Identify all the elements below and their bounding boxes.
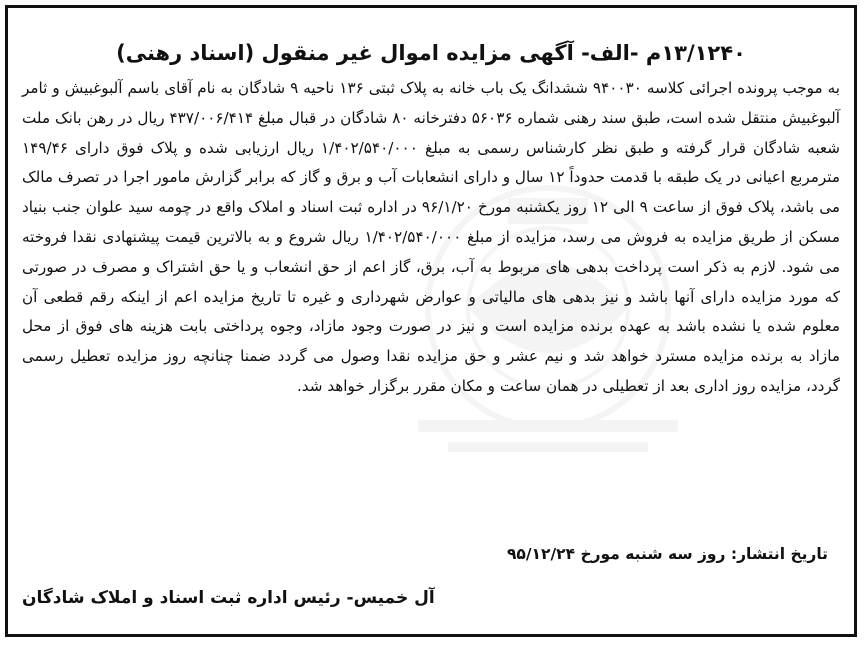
- publication-date: تاریخ انتشار: روز سه شنبه مورخ ۹۵/۱۲/۲۴: [506, 545, 828, 563]
- notice-frame: [5, 5, 857, 637]
- notice-body: به موجب پرونده اجرائی کلاسه ۹۴۰۰۳۰ ششدانگ یک باب خانه به پلاک ثبتی ۱۳۶ ناحیه ۹ شادگان به نام آقای باسم آلبوغبیش و ثامر آلبوغبیش منتقل شده است، طبق سند رهنی شماره ۵۶۰۳۶ دفترخانه ۸۰ شادگان در قبال مبلغ ۴۳۷/۰۰۶/۴۱۴ ریال در رهن بانک ملت شعبه شادگان قرار گرفته و طبق نظر کارشناس رسمی به مبلغ ۱/۴۰۲/۵۴۰/۰۰۰ ریال ارزیابی شده و پلاک فوق دارای ۱۴۹/۴۶ مترمربع اعیانی در یک طبقه با قدمت حدوداً ۱۲ سال و دارای انشعابات آب و برق و گاز که برابر گزارش مامور اجرا در تصرف مالک می باشد، پلاک فوق از ساعت ۹ الی ۱۲ روز یکشنبه مورخ ۹۶/۱/۲۰ در اداره ثبت اسناد و املاک واقع در چومه سید علوان جنب بنیاد مسکن از طریق مزایده به فروش می رسد، مزایده از مبلغ ۱/۴۰۲/۵۴۰/۰۰۰ ریال شروع و به بالاترین قیمت پیشنهادی نقدا فروخته می شود. لازم به ذکر است پرداخت بدهی های مربوط به آب، برق، گاز اعم از حق انشعاب و یا حق اشتراک و مصرف در صورتی که مورد مزایده دارای آنها باشد و نیز بدهی های مالیاتی و عوارض شهرداری و غیره تا تاریخ مزایده اعم از اینکه رقم قطعی آن معلوم شده یا نشده باشد به عهده برنده مزایده است و نیز در صورت وجود مازاد، وجوه پرداختی بابت هزینه های فوق از محل مازاد به برنده مزایده مسترد خواهد شد و نیم عشر و حق مزایده نقدا وصول می گردد ضمنا چنانچه روز مزایده تعطیل رسمی گردد، مزایده روز اداری بعد از تعطیلی در همان ساعت و مکان مقرر برگزار خواهد شد.: [22, 79, 840, 395]
- signature-line: آل خمیس- رئیس اداره ثبت اسناد و املاک شادگان: [22, 588, 435, 608]
- notice-title: ۱۳/۱۲۴۰م -الف- آگهی مزایده اموال غیر منقول (اسناد رهنی): [116, 41, 746, 65]
